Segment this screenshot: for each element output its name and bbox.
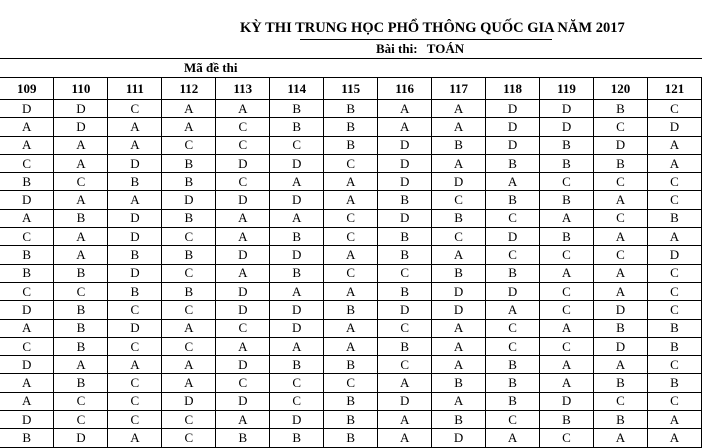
answer-cell: D — [54, 100, 108, 118]
answer-cell: C — [108, 392, 162, 410]
answer-cell: C — [486, 411, 540, 429]
table-row — [0, 282, 702, 300]
answer-cell: C — [162, 228, 216, 246]
answer-cell: C — [162, 301, 216, 319]
header-row — [0, 78, 702, 100]
table-row — [0, 246, 702, 264]
answer-cell: C — [0, 154, 54, 172]
answer-cell: D — [216, 191, 270, 209]
answer-cell: C — [540, 301, 594, 319]
answer-cell: D — [540, 100, 594, 118]
answer-cell: A — [108, 118, 162, 136]
answer-cell: A — [593, 282, 647, 300]
answer-cell: A — [0, 209, 54, 227]
table-row — [0, 118, 702, 136]
answer-cell: D — [0, 301, 54, 319]
answer-cell: A — [540, 319, 594, 337]
answer-cell: B — [54, 209, 108, 227]
title-underline — [300, 39, 552, 40]
answer-cell: B — [432, 411, 486, 429]
answer-cell: A — [54, 228, 108, 246]
answer-cell: B — [54, 264, 108, 282]
answer-cell: A — [108, 356, 162, 374]
answer-cell: B — [540, 136, 594, 154]
answer-cell: C — [108, 337, 162, 355]
answer-cell: C — [108, 411, 162, 429]
answer-cell: C — [216, 173, 270, 191]
answer-cell: B — [324, 411, 378, 429]
answer-cell: C — [216, 118, 270, 136]
answer-cell: D — [647, 118, 701, 136]
answer-cell: A — [540, 374, 594, 392]
answer-cell: B — [378, 282, 432, 300]
answer-cell: C — [324, 374, 378, 392]
answer-cell: D — [108, 154, 162, 172]
answer-cell: D — [108, 264, 162, 282]
column-header: 109 — [0, 78, 54, 100]
answer-cell: A — [54, 154, 108, 172]
answer-cell: B — [378, 246, 432, 264]
answer-cell: B — [378, 228, 432, 246]
answer-cell: A — [540, 356, 594, 374]
answer-cell: A — [540, 209, 594, 227]
answer-cell: A — [593, 264, 647, 282]
answer-cell: B — [324, 100, 378, 118]
answer-cell: D — [486, 282, 540, 300]
answer-cell: C — [0, 337, 54, 355]
answer-cell: D — [216, 282, 270, 300]
answer-cell: A — [216, 337, 270, 355]
table-row — [0, 191, 702, 209]
answer-cell: D — [270, 154, 324, 172]
answer-cell: C — [647, 191, 701, 209]
answer-cell: D — [108, 319, 162, 337]
answer-cell: B — [540, 191, 594, 209]
answer-cell: D — [108, 209, 162, 227]
answer-cell: A — [270, 173, 324, 191]
answer-cell: A — [270, 209, 324, 227]
answer-cell: B — [432, 264, 486, 282]
answer-cell: B — [324, 429, 378, 447]
answer-cell: C — [378, 264, 432, 282]
answer-cell: C — [324, 154, 378, 172]
answer-cell: D — [593, 301, 647, 319]
answer-cell: A — [270, 337, 324, 355]
column-header: 121 — [647, 78, 701, 100]
answer-cell: A — [540, 264, 594, 282]
answer-cell: B — [162, 173, 216, 191]
answer-cell: D — [54, 429, 108, 447]
table-row — [0, 228, 702, 246]
answer-cell: A — [216, 228, 270, 246]
answer-cell: A — [162, 100, 216, 118]
answer-cell: B — [540, 154, 594, 172]
answer-cell: B — [270, 264, 324, 282]
answer-cell: C — [540, 246, 594, 264]
answer-cell: B — [54, 337, 108, 355]
answer-cell: A — [216, 100, 270, 118]
answer-cell: C — [216, 319, 270, 337]
column-header: 114 — [270, 78, 324, 100]
answer-cell: A — [324, 191, 378, 209]
answer-cell: A — [216, 411, 270, 429]
table-row — [0, 319, 702, 337]
column-header: 113 — [216, 78, 270, 100]
answer-cell: D — [593, 136, 647, 154]
table-row — [0, 154, 702, 172]
answer-cell: C — [324, 264, 378, 282]
answer-cell: D — [0, 356, 54, 374]
answer-cell: B — [0, 173, 54, 191]
answer-cell: C — [647, 356, 701, 374]
answer-cell: C — [162, 264, 216, 282]
column-header: 117 — [432, 78, 486, 100]
answer-cell: B — [108, 173, 162, 191]
answer-cell: D — [216, 154, 270, 172]
answer-cell: B — [486, 374, 540, 392]
answer-cell: B — [324, 301, 378, 319]
table-row — [0, 392, 702, 410]
answer-cell: C — [0, 282, 54, 300]
answer-cell: D — [432, 173, 486, 191]
group-label: Mã đề thi — [184, 60, 238, 75]
table-row — [0, 356, 702, 374]
answer-cell: D — [270, 411, 324, 429]
answer-cell: C — [162, 136, 216, 154]
answer-cell: A — [216, 209, 270, 227]
answer-cell: C — [54, 173, 108, 191]
answer-cell: A — [432, 392, 486, 410]
answer-cell: D — [0, 100, 54, 118]
answer-cell: B — [486, 392, 540, 410]
answer-cell: C — [432, 191, 486, 209]
answer-cell: C — [593, 118, 647, 136]
answer-cell: A — [324, 173, 378, 191]
answer-cell: A — [647, 411, 701, 429]
answer-cell: A — [593, 429, 647, 447]
answer-cell: A — [432, 337, 486, 355]
answer-cell: C — [540, 173, 594, 191]
answer-cell: A — [324, 246, 378, 264]
answer-cell: C — [647, 173, 701, 191]
answer-cell: D — [486, 100, 540, 118]
answer-cell: B — [647, 337, 701, 355]
answer-cell: D — [378, 136, 432, 154]
answer-cell: B — [162, 209, 216, 227]
answer-cell: B — [647, 209, 701, 227]
answer-cell: D — [432, 301, 486, 319]
answer-cell: C — [593, 173, 647, 191]
answer-cell: C — [324, 209, 378, 227]
column-header: 119 — [540, 78, 594, 100]
answer-cell: B — [0, 429, 54, 447]
answer-cell: B — [0, 246, 54, 264]
answer-cell: A — [162, 118, 216, 136]
answer-cell: C — [540, 337, 594, 355]
answer-cell: B — [216, 429, 270, 447]
answer-cell: A — [432, 100, 486, 118]
answer-cell: C — [216, 136, 270, 154]
answer-cell: A — [647, 228, 701, 246]
answer-cell: D — [216, 246, 270, 264]
answer-cell: C — [270, 392, 324, 410]
answer-cell: A — [216, 264, 270, 282]
answer-cell: C — [378, 356, 432, 374]
table-row — [0, 136, 702, 154]
answer-cell: A — [162, 356, 216, 374]
answer-cell: D — [0, 411, 54, 429]
answer-cell: C — [162, 411, 216, 429]
answer-cell: C — [270, 136, 324, 154]
answer-cell: A — [593, 191, 647, 209]
answer-cell: D — [432, 282, 486, 300]
answer-cell: A — [432, 246, 486, 264]
answer-cell: B — [540, 411, 594, 429]
answer-cell: D — [270, 301, 324, 319]
answer-cell: A — [0, 319, 54, 337]
answer-cell: A — [378, 411, 432, 429]
answer-cell: A — [0, 118, 54, 136]
table-row — [0, 264, 702, 282]
answer-cell: D — [216, 356, 270, 374]
answer-cell: B — [378, 191, 432, 209]
answer-cell: D — [216, 392, 270, 410]
answer-cell: B — [593, 374, 647, 392]
answer-cell: B — [647, 374, 701, 392]
answer-cell: D — [540, 392, 594, 410]
answer-cell: B — [486, 191, 540, 209]
answer-cell: D — [486, 136, 540, 154]
answer-cell: D — [593, 337, 647, 355]
answer-cell: D — [162, 392, 216, 410]
answer-cell: D — [647, 246, 701, 264]
answer-cell: C — [162, 429, 216, 447]
answer-cell: B — [270, 228, 324, 246]
subject-label: Bài thi: — [376, 41, 418, 56]
answer-cell: B — [324, 118, 378, 136]
column-header: 120 — [593, 78, 647, 100]
answer-cell: D — [108, 228, 162, 246]
answer-cell: C — [593, 209, 647, 227]
column-header: 116 — [378, 78, 432, 100]
answer-cell: D — [378, 154, 432, 172]
answer-key-table — [0, 77, 702, 448]
answer-cell: B — [162, 154, 216, 172]
answer-cell: C — [486, 209, 540, 227]
answer-cell: D — [270, 319, 324, 337]
column-header: 118 — [486, 78, 540, 100]
answer-cell: D — [486, 118, 540, 136]
answer-cell: B — [593, 100, 647, 118]
answer-cell: C — [108, 301, 162, 319]
subject-value: TOÁN — [426, 41, 465, 56]
answer-cell: A — [108, 191, 162, 209]
answer-cell: C — [647, 100, 701, 118]
answer-cell: D — [0, 191, 54, 209]
answer-cell: A — [0, 136, 54, 154]
answer-cell: A — [647, 136, 701, 154]
answer-cell: D — [378, 209, 432, 227]
answer-cell: C — [432, 228, 486, 246]
answer-cell: D — [162, 191, 216, 209]
answer-cell: B — [108, 246, 162, 264]
answer-cell: B — [54, 319, 108, 337]
answer-cell: A — [54, 356, 108, 374]
table-row — [0, 100, 702, 118]
answer-cell: A — [324, 282, 378, 300]
page-title: KỲ THI TRUNG HỌC PHỔ THÔNG QUỐC GIA NĂM 2017 — [240, 20, 625, 36]
table-row — [0, 411, 702, 429]
answer-cell: A — [54, 191, 108, 209]
answer-cell: B — [162, 246, 216, 264]
answer-cell: A — [647, 429, 701, 447]
answer-cell: B — [486, 154, 540, 172]
answer-cell: C — [647, 301, 701, 319]
column-header: 111 — [108, 78, 162, 100]
answer-cell: C — [540, 429, 594, 447]
answer-cell: C — [270, 374, 324, 392]
answer-cell: B — [270, 356, 324, 374]
answer-cell: B — [270, 429, 324, 447]
answer-cell: C — [54, 282, 108, 300]
answer-cell: B — [270, 118, 324, 136]
answer-cell: A — [54, 246, 108, 264]
top-divider — [0, 58, 702, 59]
column-header: 110 — [54, 78, 108, 100]
answer-cell: C — [324, 228, 378, 246]
answer-cell: B — [432, 209, 486, 227]
answer-cell: A — [486, 301, 540, 319]
answer-cell: A — [486, 173, 540, 191]
answer-cell: B — [378, 337, 432, 355]
answer-cell: C — [647, 282, 701, 300]
answer-cell: D — [432, 429, 486, 447]
answer-cell: C — [647, 392, 701, 410]
answer-cell: B — [486, 264, 540, 282]
answer-cell: B — [0, 264, 54, 282]
answer-cell: C — [108, 100, 162, 118]
answer-cell: B — [54, 374, 108, 392]
answer-cell: D — [378, 301, 432, 319]
column-header: 115 — [324, 78, 378, 100]
answer-cell: A — [0, 392, 54, 410]
answer-cell: B — [432, 374, 486, 392]
answer-cell: A — [108, 429, 162, 447]
answer-cell: B — [540, 228, 594, 246]
answer-cell: D — [270, 191, 324, 209]
table-row — [0, 173, 702, 191]
answer-cell: A — [54, 136, 108, 154]
answer-cell: B — [647, 319, 701, 337]
answer-cell: A — [108, 136, 162, 154]
answer-cell: A — [324, 319, 378, 337]
answer-cell: C — [162, 337, 216, 355]
answer-cell: C — [54, 392, 108, 410]
answer-cell: B — [593, 411, 647, 429]
answer-cell: B — [54, 301, 108, 319]
answer-cell: B — [593, 319, 647, 337]
answer-cell: D — [378, 392, 432, 410]
answer-cell: C — [108, 374, 162, 392]
answer-cell: A — [486, 429, 540, 447]
answer-cell: A — [432, 154, 486, 172]
answer-cell: A — [162, 319, 216, 337]
answer-cell: A — [378, 100, 432, 118]
answer-cell: C — [647, 264, 701, 282]
answer-cell: D — [540, 118, 594, 136]
answer-cell: C — [540, 282, 594, 300]
answer-cell: C — [593, 246, 647, 264]
answer-cell: A — [270, 282, 324, 300]
answer-cell: B — [324, 136, 378, 154]
answer-cell: C — [378, 319, 432, 337]
answer-cell: C — [216, 374, 270, 392]
answer-cell: B — [162, 282, 216, 300]
answer-cell: B — [324, 356, 378, 374]
answer-cell: A — [162, 374, 216, 392]
answer-cell: D — [54, 118, 108, 136]
answer-cell: C — [486, 337, 540, 355]
answer-cell: A — [432, 118, 486, 136]
answer-cell: D — [378, 173, 432, 191]
answer-cell: A — [593, 228, 647, 246]
answer-cell: B — [486, 356, 540, 374]
table-row — [0, 209, 702, 227]
answer-cell: A — [432, 356, 486, 374]
answer-cell: D — [216, 301, 270, 319]
table-row — [0, 374, 702, 392]
answer-cell: A — [647, 154, 701, 172]
table-row — [0, 337, 702, 355]
answer-cell: B — [108, 282, 162, 300]
answer-cell: A — [378, 118, 432, 136]
answer-cell: B — [270, 100, 324, 118]
answer-cell: C — [486, 319, 540, 337]
table-row — [0, 429, 702, 447]
answer-cell: A — [378, 429, 432, 447]
answer-cell: A — [378, 374, 432, 392]
answer-rows — [0, 100, 702, 448]
column-header: 112 — [162, 78, 216, 100]
table-row — [0, 301, 702, 319]
answer-cell: D — [486, 228, 540, 246]
answer-cell: A — [593, 356, 647, 374]
answer-cell: B — [432, 136, 486, 154]
answer-cell: A — [324, 337, 378, 355]
answer-cell: C — [486, 246, 540, 264]
answer-cell: B — [324, 392, 378, 410]
answer-cell: C — [54, 411, 108, 429]
subject-line — [376, 41, 464, 57]
answer-cell: D — [270, 246, 324, 264]
answer-cell: B — [593, 154, 647, 172]
answer-cell: C — [593, 392, 647, 410]
answer-cell: A — [432, 319, 486, 337]
answer-cell: A — [0, 374, 54, 392]
answer-cell: C — [0, 228, 54, 246]
